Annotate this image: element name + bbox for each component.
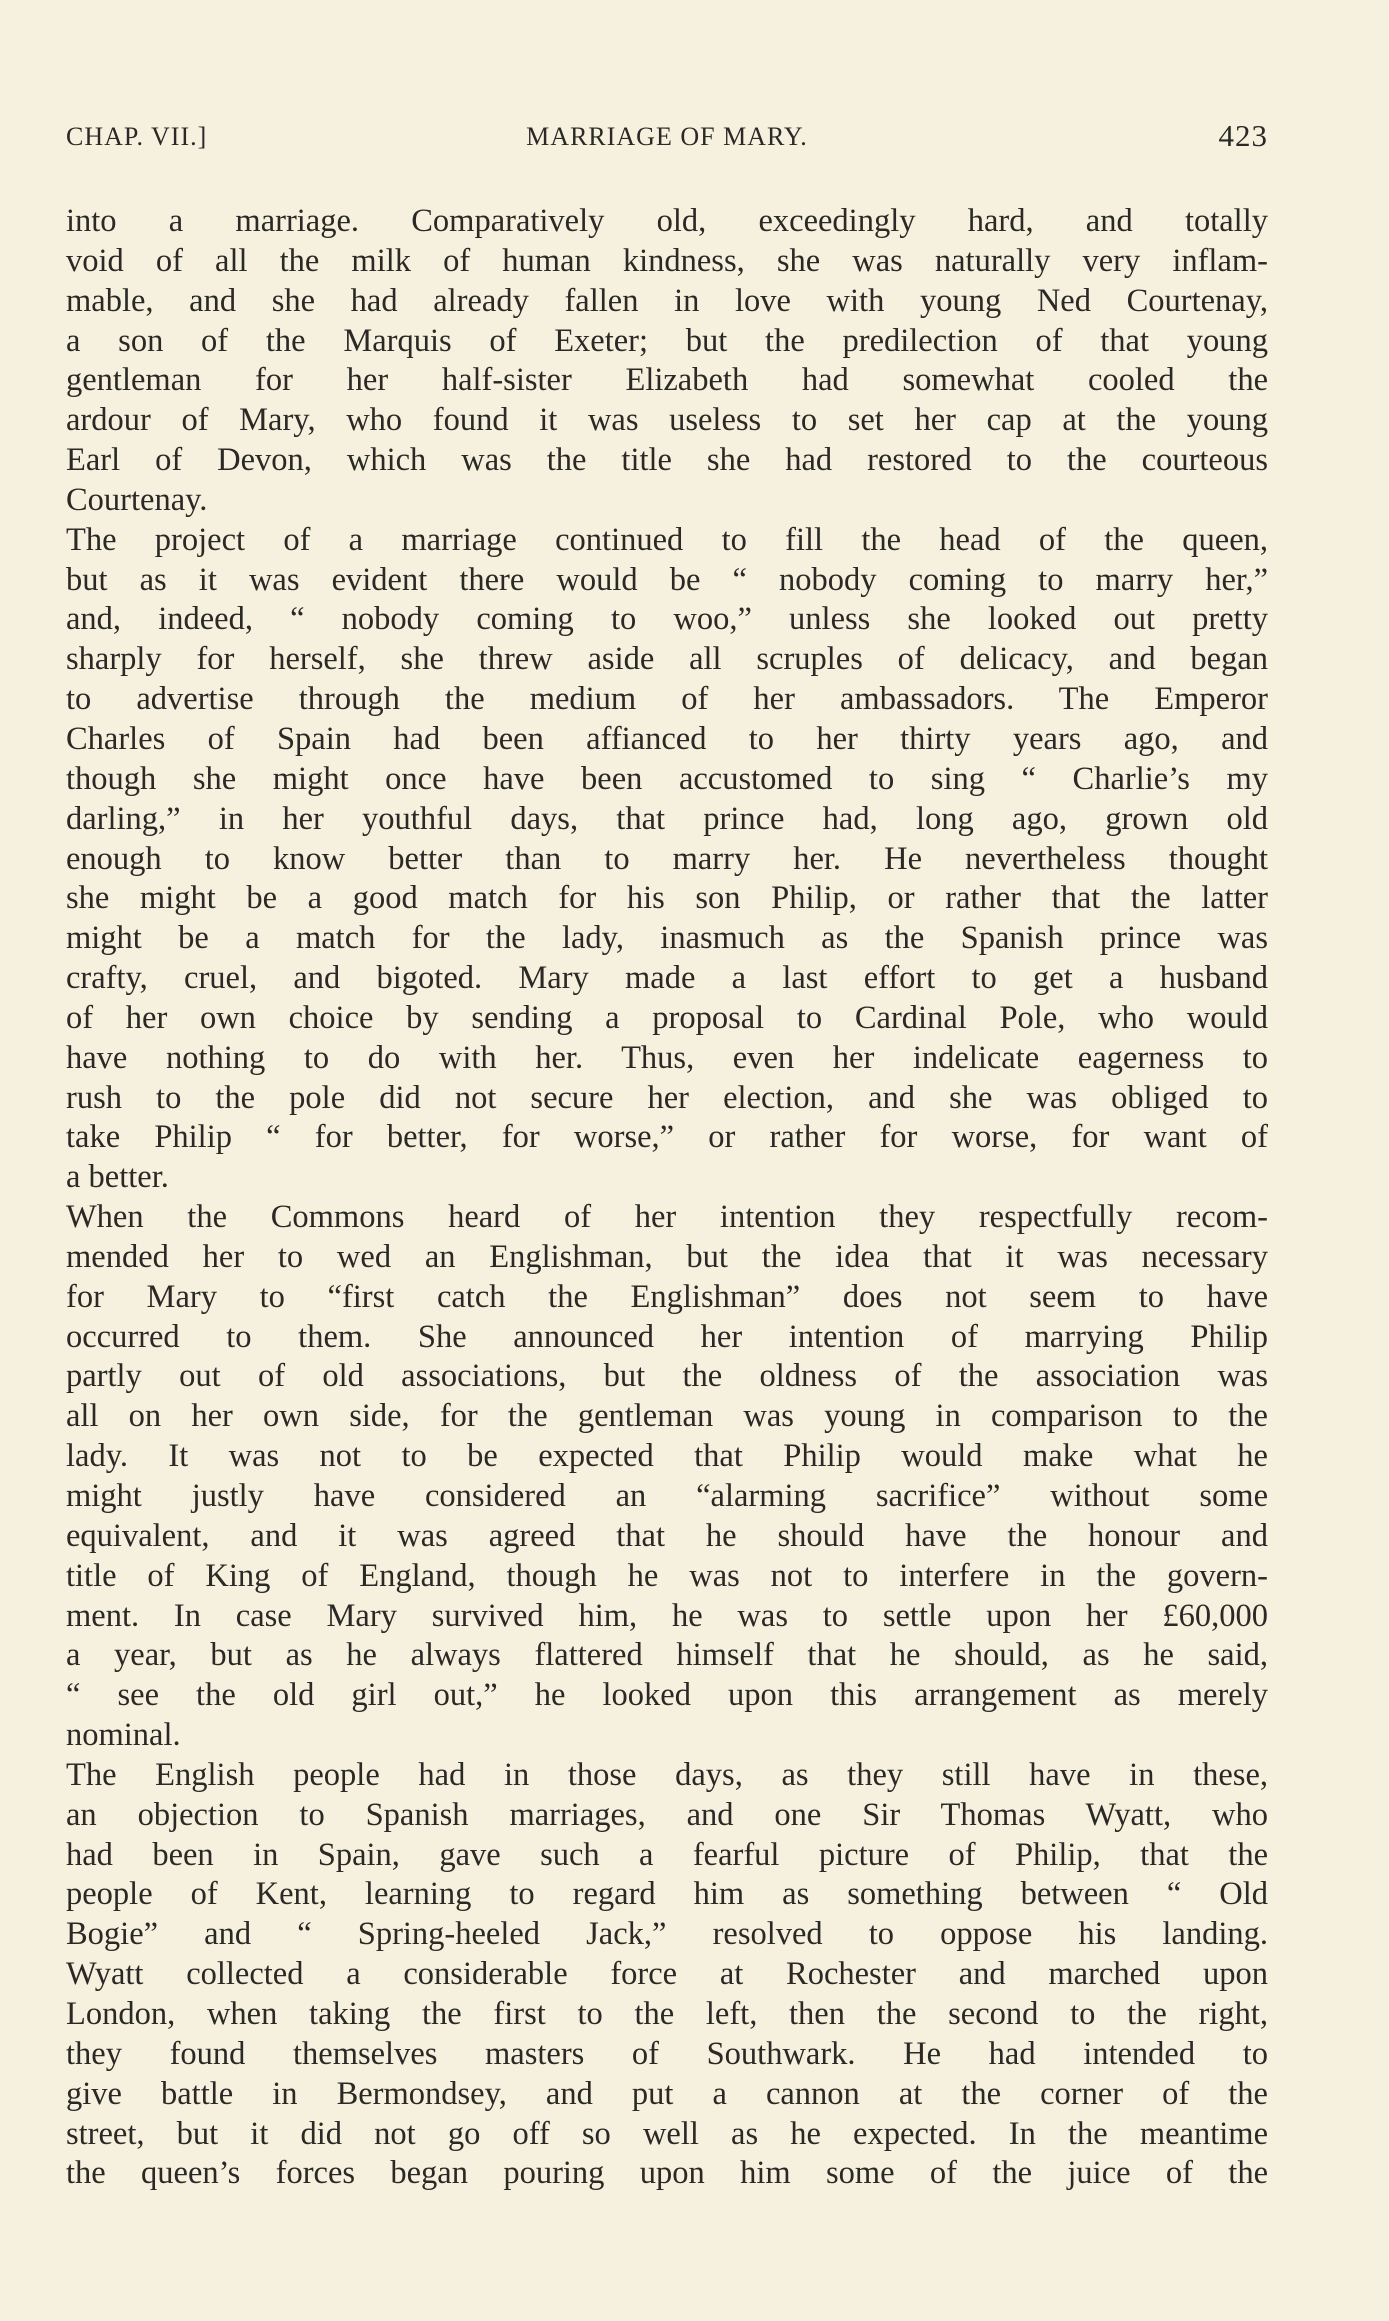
text-line: they found themselves masters of Southwark. He had intended to — [66, 2035, 1268, 2072]
text-line: lady. It was not to be expected that Philip would make what he — [66, 1438, 1268, 1475]
text-line: and, indeed, “ nobody coming to woo,” unless she looked out pretty — [66, 601, 1268, 638]
text-line: people of Kent, learning to regard him as something between “ Old — [66, 1876, 1268, 1913]
text-line: Wyatt collected a considerable force at Rochester and marched upon — [66, 1956, 1268, 1993]
running-header — [66, 118, 1268, 162]
text-line: into a marriage. Comparatively old, exceedingly hard, and totally — [66, 203, 1268, 239]
text-line: ment. In case Mary survived him, he was to settle upon her £60,000 — [66, 1597, 1268, 1634]
text-line: a son of the Marquis of Exeter; but the predilection of that young — [66, 322, 1268, 359]
text-line: “ see the old girl out,” he looked upon this arrangement as merely — [66, 1677, 1268, 1714]
text-line: mable, and she had already fallen in love with young Ned Courtenay, — [66, 282, 1268, 319]
text-line: crafty, cruel, and bigoted. Mary made a last effort to get a husband — [66, 960, 1268, 997]
text-line: partly out of old associations, but the oldness of the association was — [66, 1358, 1268, 1395]
text-line: might justly have considered an “alarming sacrifice” without some — [66, 1478, 1268, 1514]
text-line: take Philip “ for better, for worse,” or rather for worse, for want of — [66, 1119, 1268, 1156]
text-line: mended her to wed an Englishman, but the idea that it was necessary — [66, 1238, 1268, 1275]
text-line: might be a match for the lady, inasmuch as the Spanish prince was — [66, 920, 1268, 957]
text-line: title of King of England, though he was not to interfere in the govern- — [66, 1557, 1268, 1594]
text-line: all on her own side, for the gentleman was young in comparison to the — [66, 1398, 1268, 1435]
text-line: the queen’s forces began pouring upon him some of the juice of the — [66, 2155, 1268, 2192]
text-line: had been in Spain, gave such a fearful picture of Philip, that the — [66, 1836, 1268, 1873]
text-line: give battle in Bermondsey, and put a cannon at the corner of the — [66, 2075, 1268, 2112]
text-line: equivalent, and it was agreed that he should have the honour and — [66, 1517, 1268, 1554]
text-line: void of all the milk of human kindness, she was naturally very inflam- — [66, 242, 1268, 279]
chapter-label: CHAP. VII.] — [66, 122, 208, 151]
text-line: darling,” in her youthful days, that prince had, long ago, grown old — [66, 800, 1268, 837]
text-line: sharply for herself, she threw aside all scruples of delicacy, and began — [66, 641, 1268, 678]
text-line: a year, but as he always flattered himself that he should, as he said, — [66, 1637, 1268, 1674]
text-line: Earl of Devon, which was the title she had restored to the courteous — [66, 442, 1268, 479]
text-line: The project of a marriage continued to fill the head of the queen, — [66, 521, 1268, 558]
text-line: When the Commons heard of her intention they respectfully recom- — [66, 1199, 1268, 1236]
text-line: though she might once have been accustomed to sing “ Charlie’s my — [66, 760, 1268, 797]
text-line: she might be a good match for his son Philip, or rather that the latter — [66, 880, 1268, 917]
text-line: nominal. — [66, 1717, 181, 1754]
text-line: Courtenay. — [66, 481, 208, 518]
text-line: an objection to Spanish marriages, and one Sir Thomas Wyatt, who — [66, 1796, 1268, 1833]
text-line: gentleman for her half-sister Elizabeth had somewhat cooled the — [66, 362, 1268, 399]
text-line: enough to know better than to marry her. He nevertheless thought — [66, 840, 1268, 877]
text-line: occurred to them. She announced her intention of marrying Philip — [66, 1318, 1268, 1355]
text-line: but as it was evident there would be “ nobody coming to marry her,” — [66, 561, 1268, 598]
text-line: The English people had in those days, as they still have in these, — [66, 1756, 1268, 1793]
text-line: a better. — [66, 1159, 169, 1196]
text-line: Bogie” and “ Spring-heeled Jack,” resolved to oppose his landing. — [66, 1916, 1268, 1953]
text-line: rush to the pole did not secure her election, and she was obliged to — [66, 1079, 1268, 1116]
text-line: have nothing to do with her. Thus, even her indelicate eagerness to — [66, 1039, 1268, 1076]
text-line: to advertise through the medium of her ambassadors. The Emperor — [66, 681, 1268, 718]
body-text — [66, 202, 1268, 2194]
text-line: Charles of Spain had been affianced to her thirty years ago, and — [66, 720, 1268, 757]
page-number: 423 — [1218, 118, 1268, 153]
text-line: street, but it did not go off so well as he expected. In the meantime — [66, 2115, 1268, 2152]
text-line: of her own choice by sending a proposal to Cardinal Pole, who would — [66, 999, 1268, 1036]
text-line: ardour of Mary, who found it was useless to set her cap at the young — [66, 402, 1268, 439]
text-line: London, when taking the first to the left, then the second to the right, — [66, 1995, 1268, 2032]
running-title: MARRIAGE OF MARY. — [526, 122, 808, 151]
text-line: for Mary to “first catch the Englishman” does not seem to have — [66, 1278, 1268, 1315]
